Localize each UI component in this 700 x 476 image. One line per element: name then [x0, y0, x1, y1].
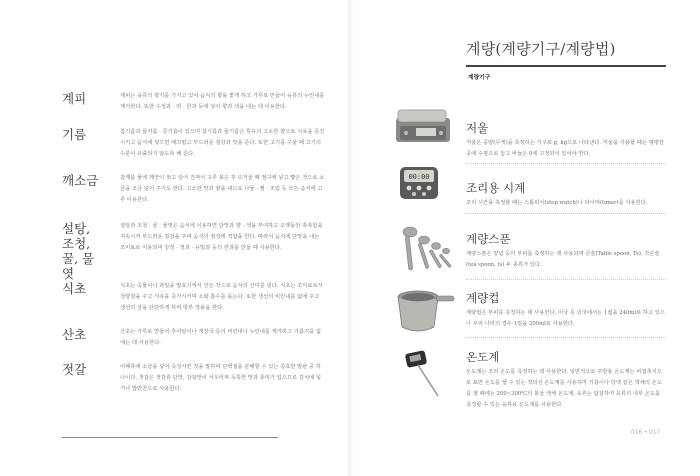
entry-term: 깨소금 [62, 173, 99, 188]
entry-term: 산초 [62, 327, 87, 342]
entry-term: 기름 [62, 127, 87, 142]
subsection-heading: 계량기구 [468, 75, 491, 81]
tool-name: 저울 [466, 121, 489, 135]
entry-description: 식초는 곡물이나 과일을 발효시켜서 만든 것으로 음식의 산미를 낸다. 식초는 조미료로서 청량감을 주고 식욕을 증가시키며 소화 흡수를 돕는다. 또한 생선의 비린내를 없애 주고 생선의 살을 단단하게 하며 방부 작용을 한다. [120, 283, 323, 311]
tool-name: 조리용 시계 [466, 181, 526, 195]
entry-description: 참깨를 물에 깨끗이 씻고 일어 건져서 고루 볶은 후 뜨거울 때 절구에 넣고 빻은 것으로 소금을 조금 넣어 주기도 한다. 고소한 맛과 향을 내므로 나물 · 찜 · 조림 등 모든 음식에 고루 이용한다. [120, 175, 325, 203]
tool-timer [466, 181, 666, 209]
entry-term: 식초 [62, 281, 87, 296]
tool-thermometer [466, 350, 666, 411]
measuring-cup-icon [394, 289, 456, 339]
timer-icon [398, 165, 440, 205]
tool-measuring-cup [466, 291, 666, 330]
tool-description: 계량스푼은 양념 등의 부피를 측정하는 데 사용되며 큰술(Table spoon, Ts), 작은술(tea spoon, ts) 두 종류가 있다. [466, 251, 660, 268]
title-rule [466, 65, 666, 67]
divider [466, 337, 666, 338]
divider [466, 279, 666, 280]
entry-description: 참기름과 들기름 · 콩기름이 있으며 참기름과 들기름은 특유의 고소한 향으로 식욕을 증진시키고 음식에 넣으면 매끄럽고 부드러운 질감과 맛을 준다. 또한 고기를 구울 때 고기의 수분이 유출되지 않도록 해 준다. [120, 129, 325, 157]
tool-name: 온도계 [466, 350, 500, 364]
chapter-title: 계량(계량기구/계량법) [466, 40, 616, 58]
entry-term: 설탕, 조청, 꿀, 물엿 [62, 221, 95, 281]
divider [466, 213, 666, 214]
entry-term: 계피 [62, 91, 87, 106]
entry-term: 젓갈 [62, 362, 87, 377]
entry-description: 어패류에 소금을 넣어 숙성시킨 것을 말하며 단백질을 분해할 수 있는 종효한 발판 중 하나이다. 젓갈은 젓갈류 단맛, 감칠맛이 어우러져 독특한 맛과 풍미가 있으므로 김치에 넣거나 밥반찬으로 사용한다. [120, 364, 321, 392]
tool-description: 저울은 중량(무게)을 측정하는 기구로 g, kg으로 나타낸다. 저울을 사용할 때는 평평한 곳에 수평으로 놓고 바늘은 0에 고정되어 있어야 한다. [466, 140, 665, 157]
entry-description: 산초는 가루로 만들어 추어탕이나 개장국 등의 비린내나 누린내를 제거하고 기름기를 없애는 데 사용한다. [120, 329, 322, 346]
tool-description: 온도계는 조리 온도를 측정하는 데 사용한다. 일반적으로 주방용 온도계는 비접촉식으로 표면 온도를 잴 수 있는 적외선 온도계를 사용하며 기름이나 당액 같은 액체의 온도를 잴 때에는 200~300℃의 봉상 액체 온도계, 육류는 탐침하여 육류의 내부 온도를 측정할 수 있는 육류용 온도계를 사용한다. [466, 369, 662, 408]
divider [466, 163, 666, 164]
entry-description: 계피는 육류의 향기를 가지고 있어 음식의 향을 좋게 하고 가루로 만들어 육류의 누린내를 제거한다. 또한 수정과 · 떡 · 한과 등에 넣어 향과 색을 내는 데 이용한다. [120, 93, 325, 110]
scale-icon [392, 108, 454, 148]
thermometer-icon [404, 350, 444, 404]
tool-description: 조리 시간을 측정할 때는 스톱워치(stop watch)나 타이머(timer)를 사용한다. [466, 200, 648, 206]
svg-text:00:00: 00:00 [408, 173, 430, 181]
tool-description: 계량컵은 부피를 측정하는 데 사용한다. 미국 등 외국에서는 1컵을 240ml로 하고 있으나 우리 나라의 경우 1컵을 200ml로 사용한다. [466, 310, 666, 327]
bottom-rule [62, 437, 278, 438]
tool-name: 계량스푼 [466, 232, 511, 246]
measuring-spoons-icon [396, 224, 456, 278]
tool-name: 계량컵 [466, 291, 500, 305]
page-number: 016 • 017 [631, 430, 661, 436]
entry-description: 설탕과 조청 · 꿀 · 물엿은 음식에 이용하면 단맛과 향 · 색을 부여하고 오랫동안 촉촉함을 지속시켜 부드러운 질감을 주며 음식의 점성에 적합을 한다. 따라서 음식에 단맛을 내는 조미료로 이용되며 강정 · 정과 · 유밀과 등의 한과를 만들 때 사용한다. [120, 223, 323, 251]
tool-measuring-spoons [466, 232, 666, 271]
tool-scale [466, 121, 666, 160]
